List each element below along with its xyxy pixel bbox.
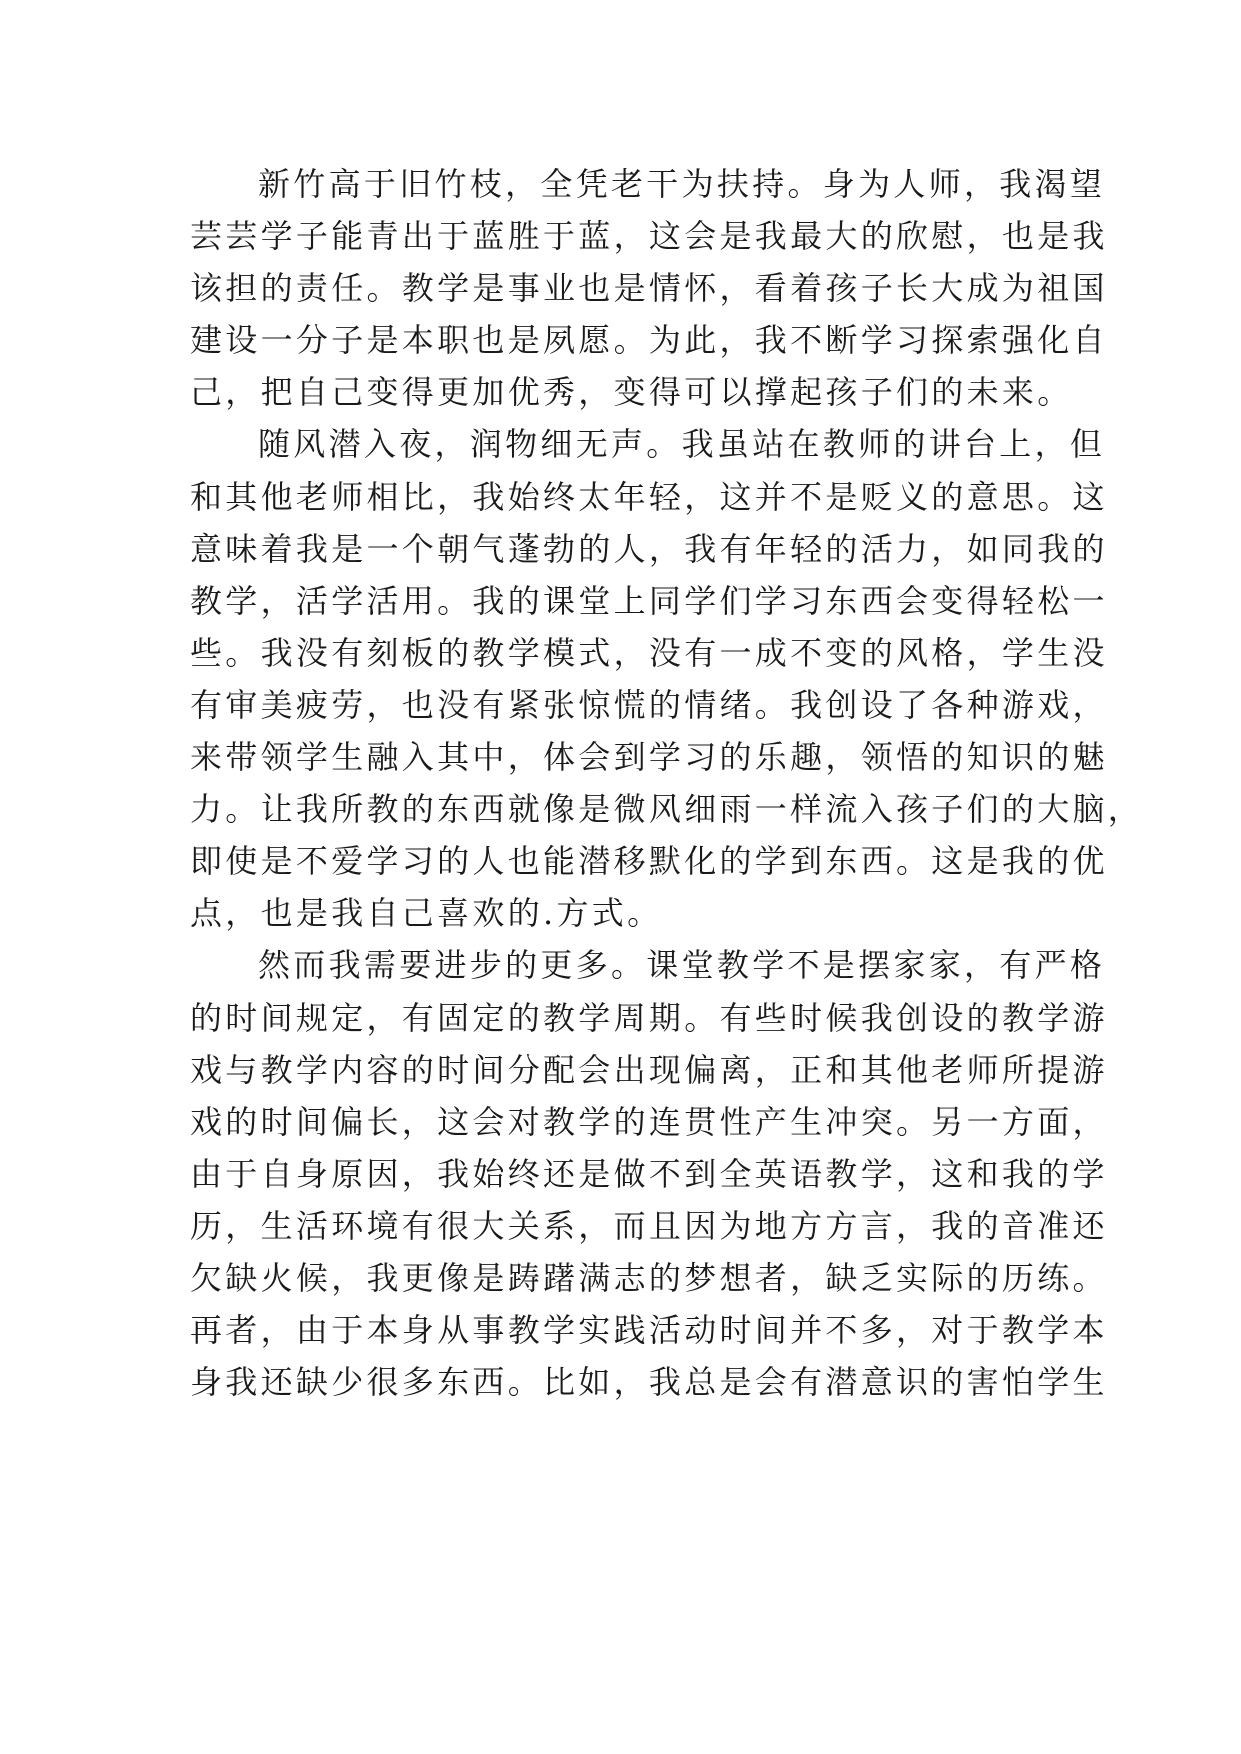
paragraph-1 [190,158,1108,418]
paragraph-line: 欠缺火候，我更像是踌躇满志的梦想者，缺乏实际的历练。 [190,1258,1108,1297]
paragraph-line: 力。让我所教的东西就像是微风细雨一样流入孩子们的大脑， [190,790,1144,829]
paragraph-line: 身我还缺少很多东西。比如，我总是会有潜意识的害怕学生 [190,1363,1108,1402]
paragraph-line: 然而我需要进步的更多。课堂教学不是摆家家，有严格 [258,946,1106,985]
paragraph-line: 新竹高于旧竹枝，全凭老干为扶持。身为人师，我渴望 [258,165,1106,203]
paragraph-line: 教学，活学活用。我的课堂上同学们学习东西会变得轻松一 [190,581,1108,620]
paragraph-line: 随风潜入夜，润物细无声。我虽站在教师的讲台上，但 [258,425,1106,464]
paragraph-line: 再者，由于本身从事教学实践活动时间并不多，对于教学本 [190,1311,1108,1350]
paragraph-line: 的时间规定，有固定的教学周期。有些时候我创设的教学游 [190,998,1108,1037]
paragraph-line: 来带领学生融入其中，体会到学习的乐趣，领悟的知识的魅 [190,738,1108,777]
paragraph-line: 些。我没有刻板的教学模式，没有一成不变的风格，学生没 [190,633,1108,672]
paragraph-line: 己，把自己变得更加优秀，变得可以撑起孩子们的未来。 [190,373,1073,412]
paragraph-line: 由于自身原因，我始终还是做不到全英语教学，这和我的学 [190,1154,1108,1193]
paragraph-line: 有审美疲劳，也没有紧张惊慌的情绪。我创设了各种游戏， [190,685,1108,724]
paragraph-2 [190,418,1144,939]
document-body [190,158,1144,1408]
paragraph-line: 戏与教学内容的时间分配会出现偏离，正和其他老师所提游 [190,1050,1108,1089]
paragraph-line: 和其他老师相比，我始终太年轻，这并不是贬义的意思。这 [190,477,1108,516]
paragraph-line: 意味着我是一个朝气蓬勃的人，我有年轻的活力，如同我的 [190,529,1108,568]
paragraph-line: 即使是不爱学习的人也能潜移默化的学到东西。这是我的优 [190,842,1108,881]
paragraph-line: 芸芸学子能青出于蓝胜于蓝，这会是我最大的欣慰，也是我 [190,217,1108,256]
paragraph-3 [190,939,1108,1408]
paragraph-line: 该担的责任。教学是事业也是情怀，看着孩子长大成为祖国 [190,269,1108,308]
paragraph-line: 点，也是我自己喜欢的.方式。 [190,894,663,933]
paragraph-line: 戏的时间偏长，这会对教学的连贯性产生冲突。另一方面， [190,1102,1108,1141]
paragraph-line: 建设一分子是本职也是夙愿。为此，我不断学习探索强化自 [190,321,1108,360]
paragraph-line: 历，生活环境有很大关系，而且因为地方方言，我的音准还 [190,1206,1108,1245]
